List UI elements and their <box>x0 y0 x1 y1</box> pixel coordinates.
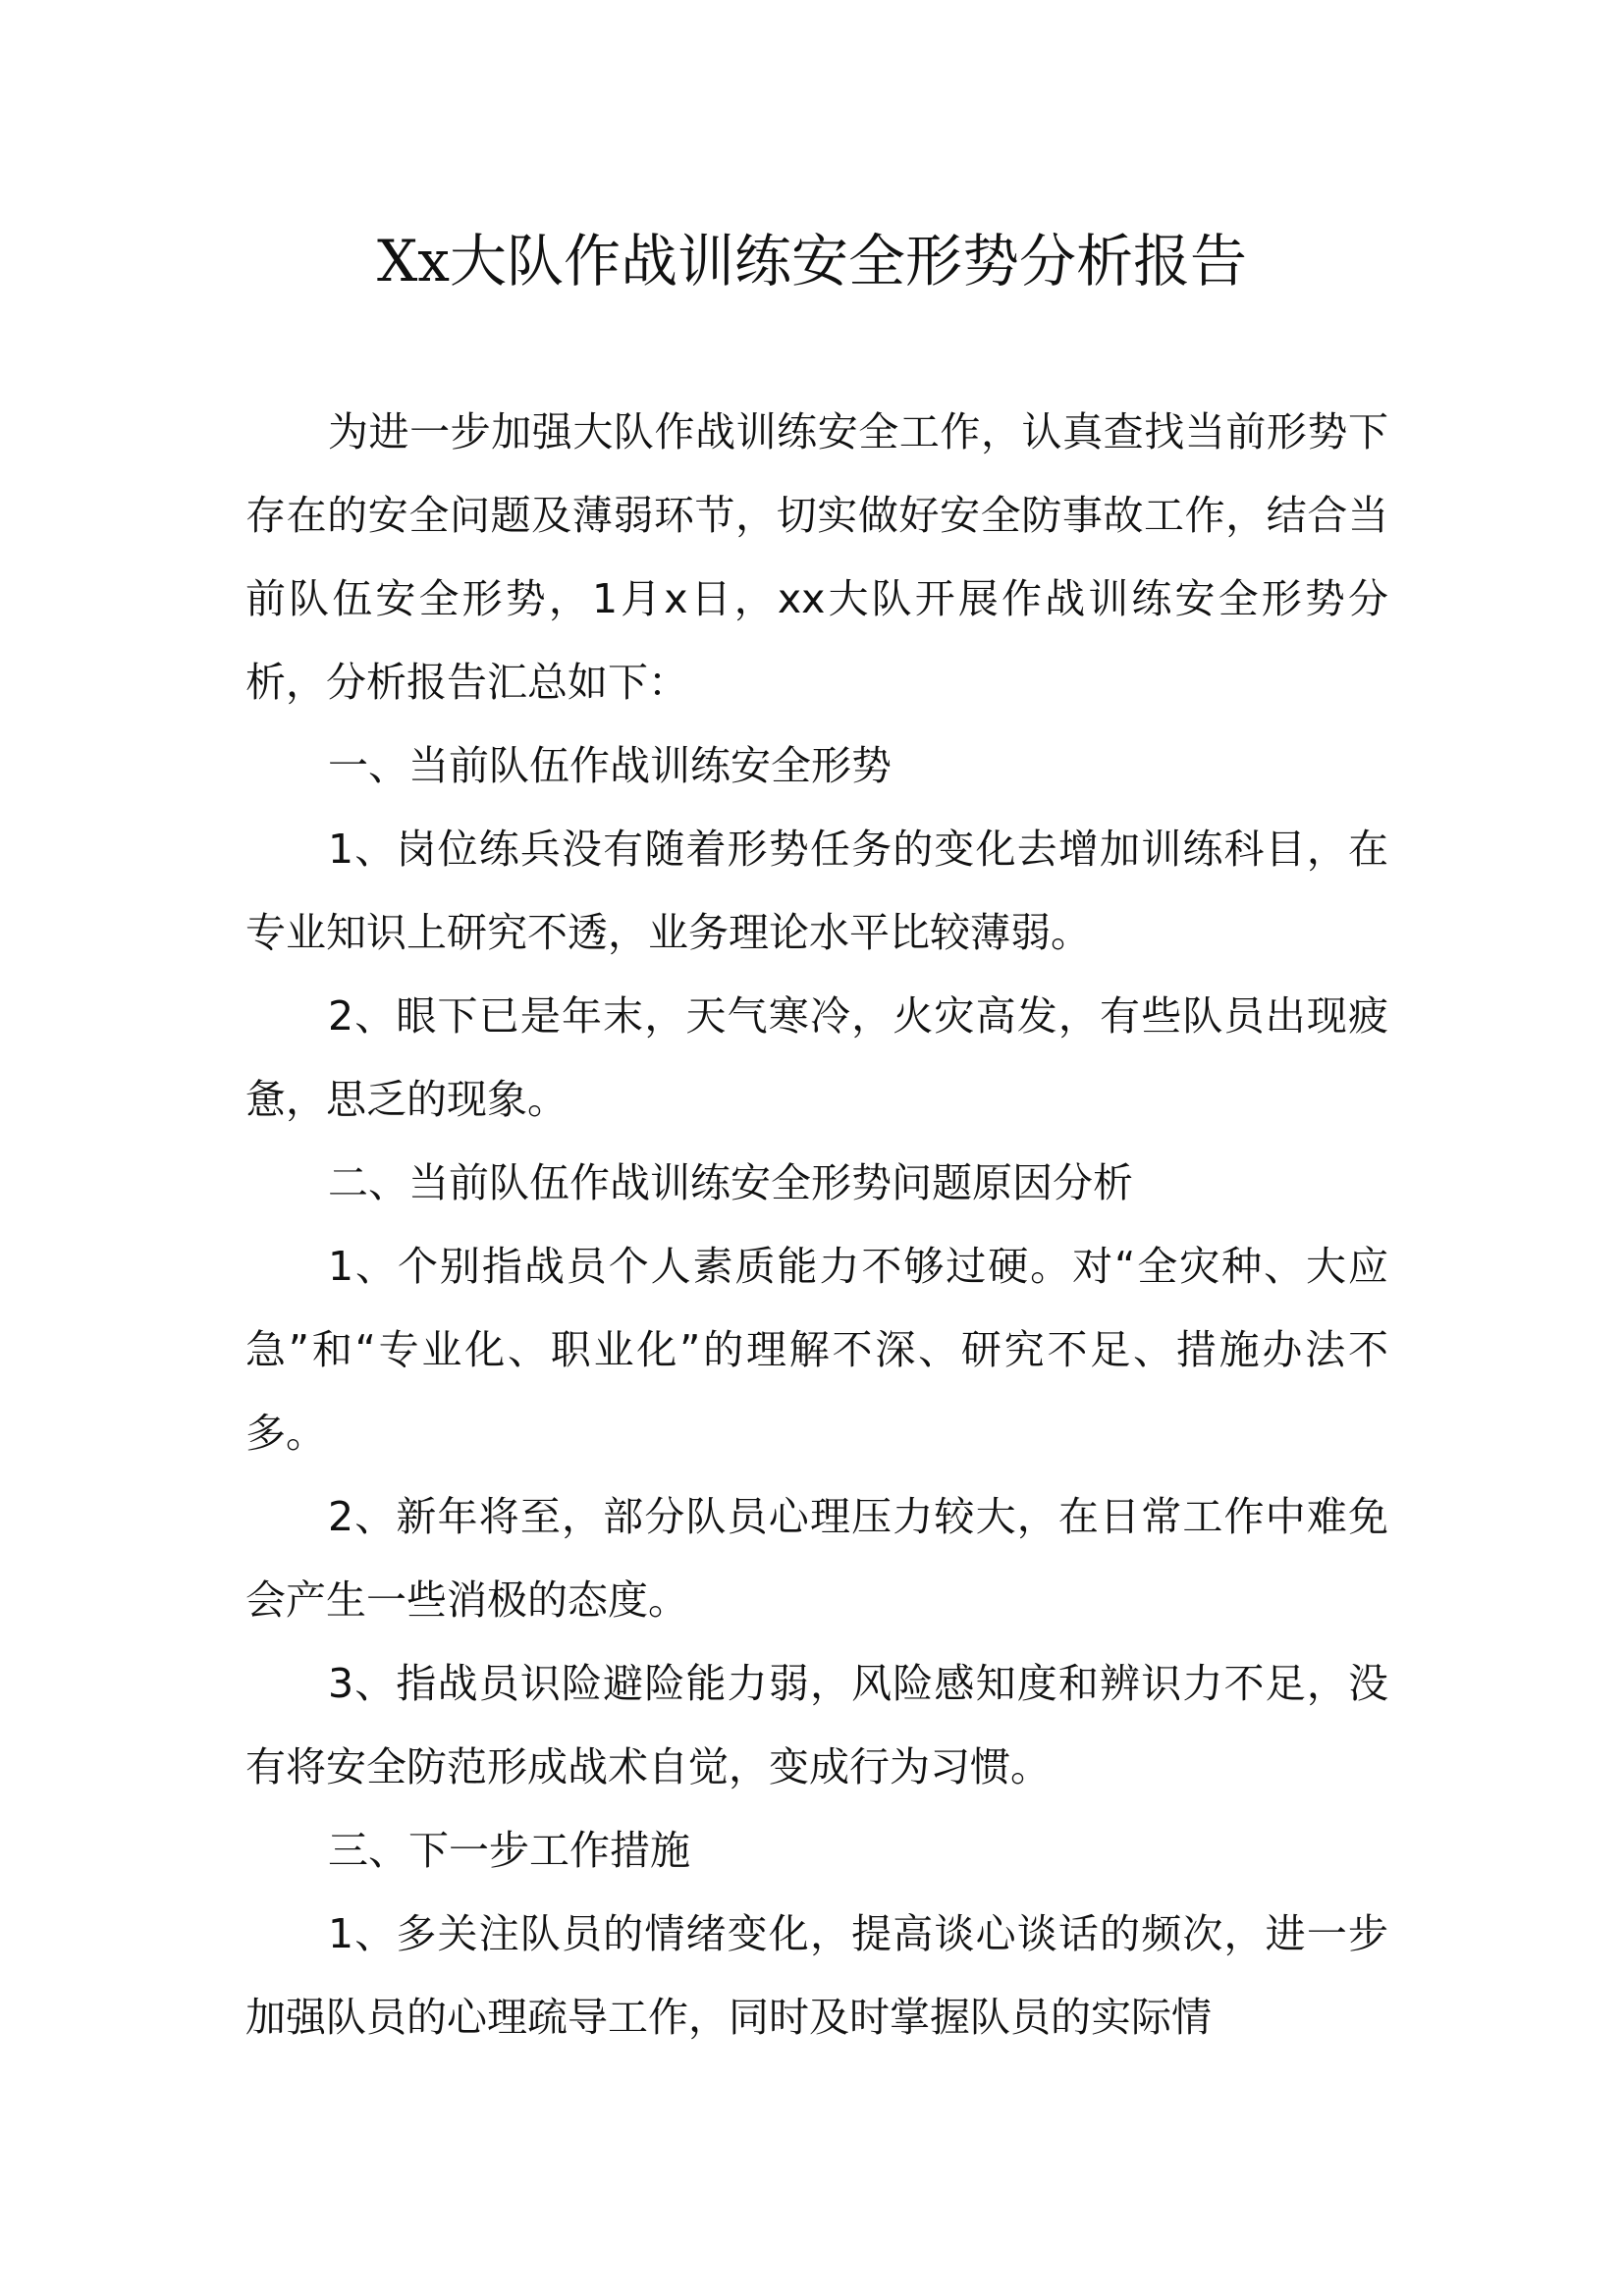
section-2-item-1: 1、个别指战员个人素质能力不够过硬。对“全灾种、大应急”和“专业化、职业化”的理解不深、研究不足、措施办法不多。 <box>245 1243 1388 1457</box>
section-2-item-3: 3、指战员识险避险能力弱，风险感知度和辨识力不足，没有将安全防范形成战术自觉，变成行为习惯。 <box>245 1660 1388 1790</box>
section-heading-2: 二、当前队伍作战训练安全形势问题原因分析 <box>328 1159 1133 1206</box>
section-heading-3: 三、下一步工作措施 <box>328 1827 690 1874</box>
document-title: Xx大队作战训练安全形势分析报告 <box>376 228 1247 294</box>
section-1-item-1: 1、岗位练兵没有随着形势任务的变化去增加训练科目，在专业知识上研究不透，业务理论水平比较薄弱。 <box>245 826 1388 956</box>
document-body <box>245 391 1388 2059</box>
section-3-item-1: 1、多关注队员的情绪变化，提高谈心谈话的频次，进一步加强队员的心理疏导工作，同时及时掌握队员的实际情 <box>245 1910 1388 2041</box>
section-1-item-2: 2、眼下已是年末，天气寒冷，火灾高发，有些队员出现疲惫，思乏的现象。 <box>245 992 1388 1123</box>
section-heading-1: 一、当前队伍作战训练安全形势 <box>328 742 892 789</box>
section-2-item-2: 2、新年将至，部分队员心理压力较大，在日常工作中难免会产生一些消极的态度。 <box>245 1493 1388 1624</box>
intro-paragraph: 为进一步加强大队作战训练安全工作，认真查找当前形势下存在的安全问题及薄弱环节，切实做好安全防事故工作，结合当前队伍安全形势，1月x日，xx大队开展作战训练安全形势分析，分析报告汇总如下： <box>245 408 1388 706</box>
